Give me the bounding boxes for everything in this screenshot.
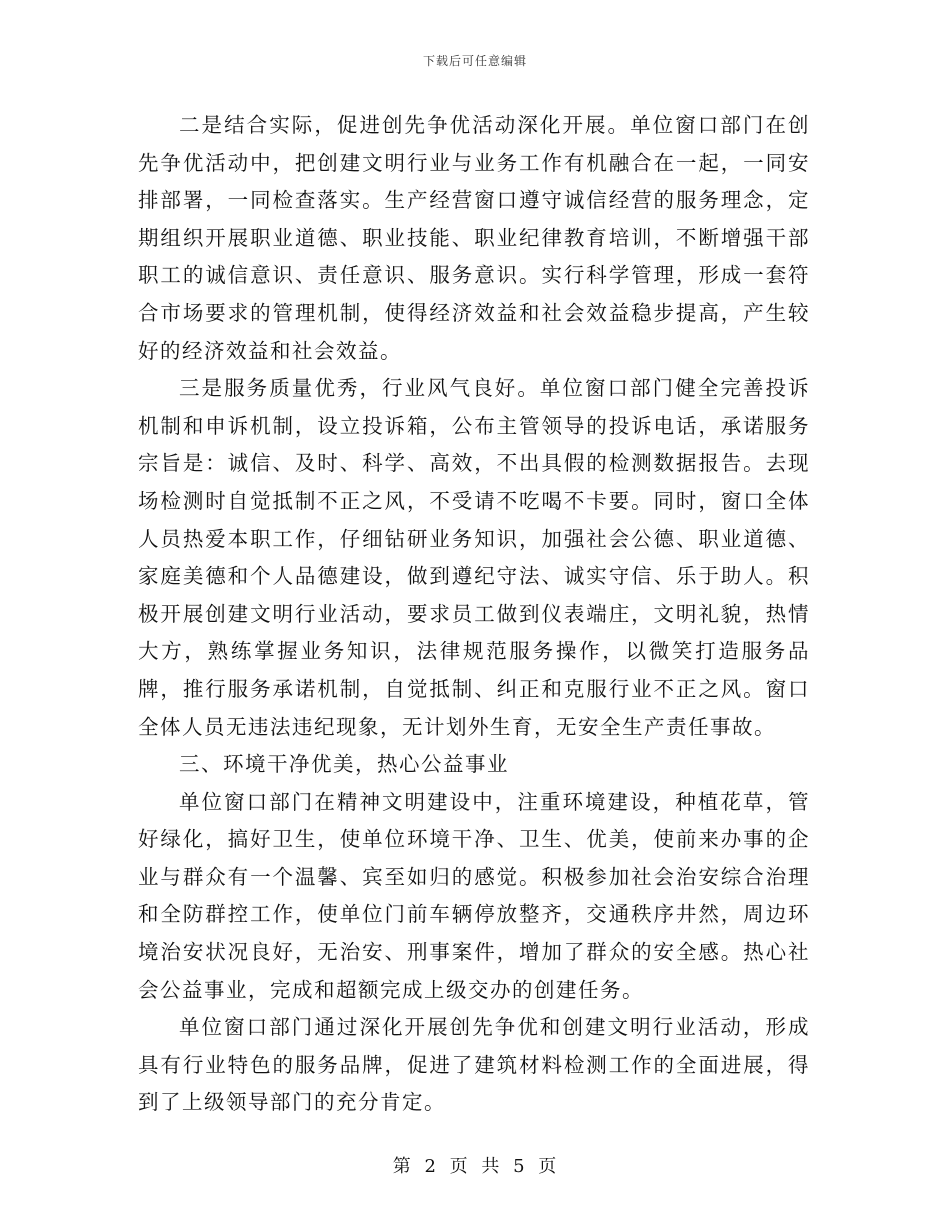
paragraph-creation-excellence: 二是结合实际，促进创先争优活动深化开展。单位窗口部门在创先争优活动中，把创建文明行业与业务工作有机融合在一起，一同安排部署，一同检查落实。生产经营窗口遵守诚信经营的服务理念，定期组织开展职业道德、职业技能、职业纪律教育培训，不断增强干部职工的诚信意识、责任意识、服务意识。实行科学管理，形成一套符合市场要求的管理机制，使得经济效益和社会效益稳步提高，产生较好的经济效益和社会效益。 <box>138 113 810 363</box>
paragraph-conclusion: 单位窗口部门通过深化开展创先争优和创建文明行业活动，形成具有行业特色的服务品牌，促进了建筑材料检测工作的全面进展，得到了上级领导部门的充分肯定。 <box>138 1015 810 1115</box>
page-number-footer: 第 2 页 共 5 页 <box>392 1156 558 1177</box>
section-heading-environment: 三、环境干净优美，热心公益事业 <box>179 752 509 777</box>
paragraph-environment: 单位窗口部门在精神文明建设中，注重环境建设，种植花草，管好绿化，搞好卫生，使单位环境干净、卫生、优美，使前来办事的企业与群众有一个温馨、宾至如归的感觉。积极参加社会治安综合治理和全防群控工作，使单位门前车辆停放整齐，交通秩序井然，周边环境治安状况良好，无治安、刑事案件，增加了群众的安全感。热心社会公益事业，完成和超额完成上级交办的创建任务。 <box>138 789 810 1002</box>
paragraph-service-quality: 三是服务质量优秀，行业风气良好。单位窗口部门健全完善投诉机制和申诉机制，设立投诉箱，公布主管领导的投诉电话，承诺服务宗旨是：诚信、及时、科学、高效，不出具假的检测数据报告。去现场检测时自觉抵制不正之风，不受请不吃喝不卡要。同时，窗口全体人员热爱本职工作，仔细钻研业务知识，加强社会公德、职业道德、家庭美德和个人品德建设，做到遵纪守法、诚实守信、乐于助人。积极开展创建文明行业活动，要求员工做到仪表端庄，文明礼貌，热情大方，熟练掌握业务知识，法律规范服务操作，以微笑打造服务品牌，推行服务承诺机制，自觉抵制、纠正和克服行业不正之风。窗口全体人员无违法违纪现象，无计划外生育，无安全生产责任事故。 <box>138 376 810 739</box>
document-body <box>138 107 810 1122</box>
page-header: 下载后可任意编辑 <box>422 54 527 68</box>
